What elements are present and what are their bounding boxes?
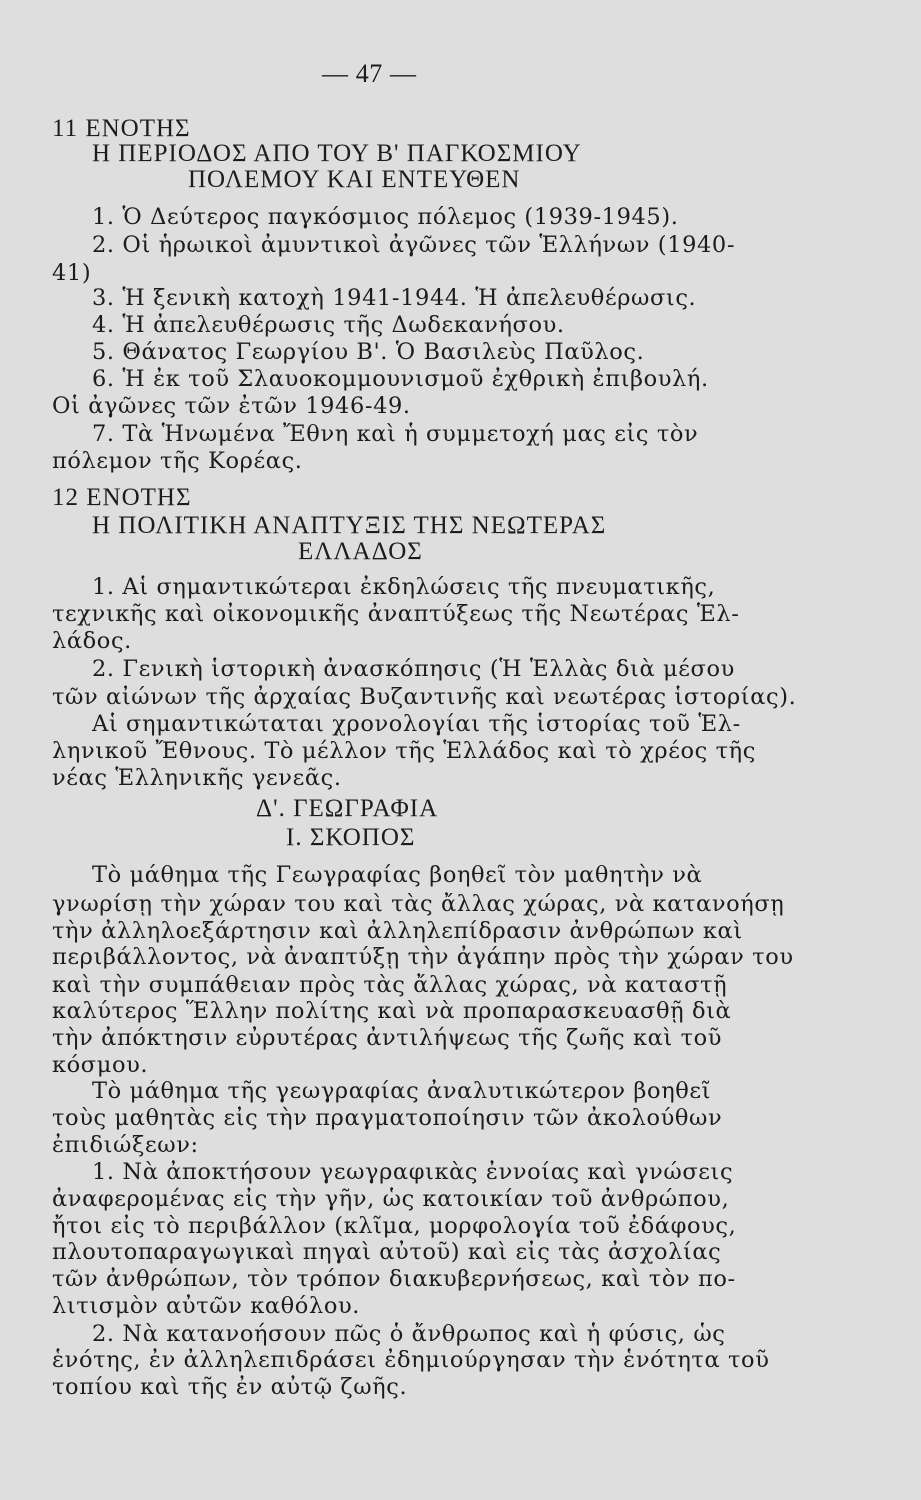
section-11-heading: 11 ΕΝΟΤΗΣ [52,115,191,142]
section-11-line: 1. Ὁ Δεύτερος παγκόσμιος πόλεμος (1939-1945). [92,204,679,230]
section-11-line: πόλεμον τῆς Κορέας. [52,448,303,474]
section-11-line: 41) [52,260,92,286]
geography-line: ἀναφερομένας εἰς τὴν γῆν, ὡς κατοικίαν τοῦ ἀνθρώπου, [52,1186,730,1212]
section-12-line: ληνικοῦ Ἔθνους. Τὸ μέλλον τῆς Ἑλλάδος καὶ τὸ χρέος τῆς [52,738,756,764]
geography-line: ἐπιδιώξεων: [52,1132,199,1158]
section-11-line: 2. Οἱ ἡρωικοὶ ἀμυντικοὶ ἀγῶνες τῶν Ἑλλήνων (1940- [92,232,736,258]
section-11-line: 5. Θάνατος Γεωργίου Β'. Ὁ Βασιλεὺς Παῦλος. [92,339,645,365]
section-11-line: 6. Ἡ ἐκ τοῦ Σλαυοκομμουνισμοῦ ἐχθρικὴ ἐπιβουλή. [92,366,709,392]
geography-line: λιτισμὸν αὐτῶν καθόλου. [52,1293,360,1319]
geography-line: ἑνότης, ἐν ἀλληλεπιδράσει ἐδημιούργησαν τὴν ἑνότητα τοῦ [52,1347,770,1373]
section-12-line: 2. Γενικὴ ἱστορικὴ ἀνασκόπησις (Ἡ Ἑλλὰς διὰ μέσου [92,656,735,682]
geography-line: τοὺς μαθητὰς εἰς τὴν πραγματοποίησιν τῶν ἀκολούθων [52,1105,723,1131]
geography-line: 2. Νὰ κατανοήσουν πῶς ὁ ἄνθρωπος καὶ ἡ φύσις, ὡς [92,1321,726,1347]
section-12-heading: 12 ΕΝΟΤΗΣ [52,484,192,511]
section-12-title-line-2: ΕΛΛΑΔΟΣ [298,538,423,565]
geography-line: γνωρίσῃ τὴν χώραν του καὶ τὰς ἄλλας χώρας, νὰ κατανοήσῃ [52,891,785,917]
geography-line: ἤτοι εἰς τὸ περιβάλλον (κλῖμα, μορφολογία τοῦ ἐδάφους, [52,1213,737,1239]
section-12-line: τῶν αἰώνων τῆς ἀρχαίας Βυζαντινῆς καὶ νεωτέρας ἱστορίας). [52,684,797,710]
section-11-line: 4. Ἡ ἀπελευθέρωσις τῆς Δωδεκανήσου. [92,312,565,338]
geography-line: πλουτοπαραγωγικαὶ πηγαὶ αὐτοῦ) καὶ εἰς τὰς ἀσχολίας [52,1239,722,1265]
geography-line: καλύτερος Ἕλλην πολίτης καὶ νὰ προπαρασκευασθῇ διὰ [52,998,732,1024]
geography-line: περιβάλλοντος, νὰ ἀναπτύξῃ τὴν ἀγάπην πρὸς τὴν χώραν του [52,944,794,970]
section-11-line: Οἱ ἀγῶνες τῶν ἐτῶν 1946-49. [52,393,411,419]
geography-subheading: Ι. ΣΚΟΠΟΣ [286,824,416,851]
section-11-title-line-2: ΠΟΛΕΜΟΥ ΚΑΙ ΕΝΤΕΥΘΕΝ [188,166,521,193]
section-12-line: λάδος. [52,628,132,654]
geography-line: τῶν ἀνθρώπων, τὸν τρόπον διακυβερνήσεως, καὶ τὸν πο- [52,1266,736,1292]
section-12-line: τεχνικῆς καὶ οἰκονομικῆς ἀναπτύξεως τῆς Νεωτέρας Ἑλ- [52,601,740,627]
geography-line: τὴν ἀπόκτησιν εὐρυτέρας ἀντιλήψεως τῆς ζωῆς καὶ τοῦ [52,1025,723,1051]
geography-line: Τὸ μάθημα τῆς Γεωγραφίας βοηθεῖ τὸν μαθητὴν νὰ [92,862,703,888]
section-12-line: 1. Αἱ σημαντικώτεραι ἐκδηλώσεις τῆς πνευματικῆς, [92,574,716,600]
section-12-title-line-1: Η ΠΟΛΙΤΙΚΗ ΑΝΑΠΤΥΞΙΣ ΤΗΣ ΝΕΩΤΕΡΑΣ [92,512,607,539]
section-11-line: 3. Ἡ ξενικὴ κατοχὴ 1941-1944. Ἡ ἀπελευθέρωσις. [92,285,697,311]
section-11-line: 7. Τὰ Ἡνωμένα Ἔθνη καὶ ἡ συμμετοχή μας εἰς τὸν [92,421,699,447]
geography-heading: Δ'. ΓΕΩΓΡΑΦΙΑ [256,795,439,822]
geography-line: τὴν ἀλληλοεξάρτησιν καὶ ἀλληλεπίδρασιν ἀνθρώπων καὶ [52,918,743,944]
geography-line: Τὸ μάθημα τῆς γεωγραφίας ἀναλυτικώτερον βοηθεῖ [92,1078,712,1104]
geography-line: 1. Νὰ ἀποκτήσουν γεωγραφικὰς ἐννοίας καὶ γνώσεις [92,1159,734,1185]
page-number: — 47 — [322,59,417,88]
geography-line: καὶ τὴν συμπάθειαν πρὸς τὰς ἄλλας χώρας, νὰ καταστῇ [52,972,728,998]
geography-line: τοπίου καὶ τῆς ἐν αὐτῷ ζωῆς. [52,1374,408,1400]
geography-line: κόσμου. [52,1052,149,1078]
section-12-line: Αἱ σημαντικώταται χρονολογίαι τῆς ἱστορίας τοῦ Ἑλ- [92,711,741,737]
section-11-title-line-1: Η ΠΕΡΙΟΔΟΣ ΑΠΟ ΤΟΥ Β' ΠΑΓΚΟΣΜΙΟΥ [92,140,582,167]
section-12-line: νέας Ἑλληνικῆς γενεᾶς. [52,765,342,791]
